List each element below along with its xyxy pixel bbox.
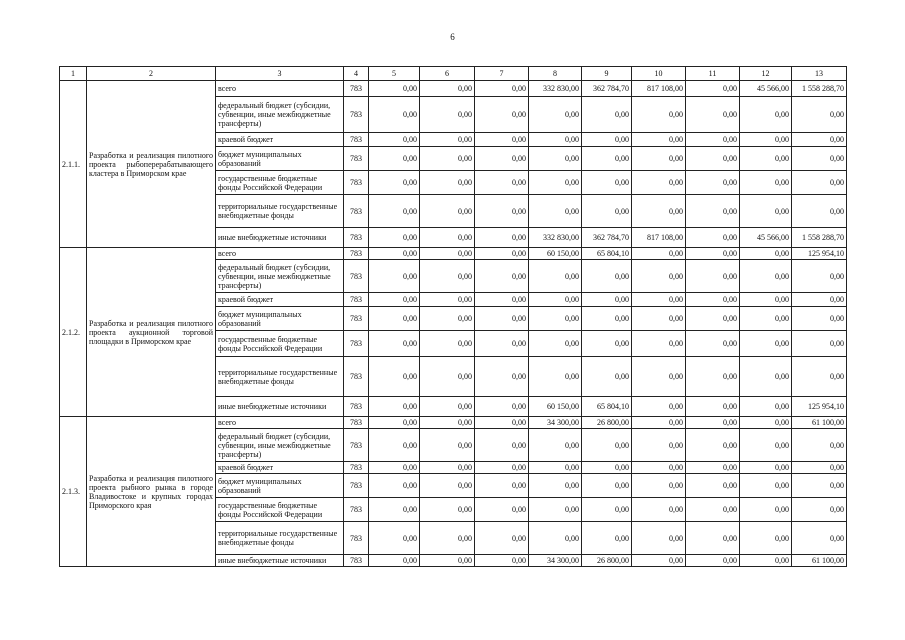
amount-cell: 0,00 (686, 331, 740, 357)
funding-source: территориальные государственные внебюджетные фонды (216, 522, 344, 555)
funding-source: государственные бюджетные фонды Российской Федерации (216, 331, 344, 357)
amount-cell: 0,00 (475, 293, 529, 307)
amount-cell: 0,00 (632, 97, 686, 133)
amount-cell: 0,00 (369, 260, 420, 293)
amount-cell: 0,00 (369, 474, 420, 498)
funding-source: иные внебюджетные источники (216, 555, 344, 567)
amount-cell: 0,00 (420, 195, 475, 228)
amount-cell: 817 108,00 (632, 228, 686, 248)
amount-cell: 0,00 (740, 417, 792, 429)
amount-cell: 0,00 (420, 522, 475, 555)
amount-cell: 0,00 (632, 429, 686, 462)
amount-cell: 0,00 (632, 462, 686, 474)
amount-cell: 0,00 (420, 357, 475, 397)
table-row (60, 248, 847, 260)
amount-cell: 0,00 (529, 133, 582, 147)
amount-cell: 0,00 (686, 462, 740, 474)
header-cell: 6 (420, 67, 475, 81)
amount-cell: 0,00 (792, 171, 847, 195)
amount-cell: 0,00 (369, 147, 420, 171)
amount-cell: 0,00 (475, 397, 529, 417)
amount-cell: 0,00 (582, 195, 632, 228)
amount-cell: 0,00 (582, 293, 632, 307)
amount-cell: 0,00 (420, 228, 475, 248)
amount-cell: 0,00 (632, 474, 686, 498)
amount-cell: 0,00 (740, 133, 792, 147)
funding-source: государственные бюджетные фонды Российской Федерации (216, 171, 344, 195)
amount-cell: 0,00 (740, 97, 792, 133)
amount-cell: 60 150,00 (529, 397, 582, 417)
funding-source: краевой бюджет (216, 462, 344, 474)
amount-cell: 0,00 (420, 171, 475, 195)
amount-cell: 0,00 (740, 195, 792, 228)
amount-cell: 0,00 (420, 498, 475, 522)
amount-cell: 0,00 (369, 397, 420, 417)
header-cell: 8 (529, 67, 582, 81)
amount-cell: 0,00 (632, 522, 686, 555)
amount-cell: 0,00 (792, 357, 847, 397)
amount-cell: 60 150,00 (529, 248, 582, 260)
amount-cell: 45 566,00 (740, 81, 792, 97)
header-cell: 13 (792, 67, 847, 81)
amount-cell: 61 100,00 (792, 555, 847, 567)
amount-cell: 0,00 (792, 429, 847, 462)
amount-cell: 0,00 (686, 260, 740, 293)
amount-cell: 0,00 (475, 429, 529, 462)
amount-cell: 0,00 (686, 397, 740, 417)
amount-cell: 1 558 288,70 (792, 81, 847, 97)
amount-cell: 0,00 (369, 81, 420, 97)
page-number: 6 (450, 32, 455, 42)
amount-cell: 0,00 (582, 171, 632, 195)
header-cell: 3 (216, 67, 344, 81)
amount-cell: 0,00 (632, 498, 686, 522)
code-cell: 783 (344, 429, 369, 462)
amount-cell: 0,00 (792, 462, 847, 474)
funding-source: территориальные государственные внебюджетные фонды (216, 357, 344, 397)
funding-source: иные внебюджетные источники (216, 228, 344, 248)
amount-cell: 0,00 (582, 357, 632, 397)
funding-source: территориальные государственные внебюджетные фонды (216, 195, 344, 228)
header-cell: 7 (475, 67, 529, 81)
amount-cell: 0,00 (792, 97, 847, 133)
amount-cell: 0,00 (632, 133, 686, 147)
amount-cell: 0,00 (686, 429, 740, 462)
amount-cell: 0,00 (420, 248, 475, 260)
table-row (60, 81, 847, 97)
amount-cell: 0,00 (529, 429, 582, 462)
amount-cell: 0,00 (369, 171, 420, 195)
item-name: Разработка и реализация пилотного проекта рыбного рынка в городе Владивостоке и крупных городах Приморского края (87, 417, 216, 567)
code-cell: 783 (344, 462, 369, 474)
funding-source: бюджет муниципальных образований (216, 474, 344, 498)
header-row (60, 67, 847, 81)
amount-cell: 0,00 (369, 97, 420, 133)
amount-cell: 0,00 (632, 248, 686, 260)
amount-cell: 0,00 (686, 417, 740, 429)
code-cell: 783 (344, 97, 369, 133)
code-cell: 783 (344, 147, 369, 171)
amount-cell: 0,00 (475, 357, 529, 397)
amount-cell: 0,00 (740, 429, 792, 462)
header-cell: 5 (369, 67, 420, 81)
amount-cell: 0,00 (529, 307, 582, 331)
amount-cell: 0,00 (632, 357, 686, 397)
funding-source: бюджет муниципальных образований (216, 147, 344, 171)
code-cell: 783 (344, 555, 369, 567)
amount-cell: 362 784,70 (582, 228, 632, 248)
code-cell: 783 (344, 474, 369, 498)
code-cell: 783 (344, 307, 369, 331)
amount-cell: 0,00 (475, 260, 529, 293)
funding-source: федеральный бюджет (субсидии, субвенции, иные межбюджетные трансферты) (216, 97, 344, 133)
amount-cell: 0,00 (369, 293, 420, 307)
code-cell: 783 (344, 293, 369, 307)
amount-cell: 0,00 (529, 462, 582, 474)
amount-cell: 0,00 (475, 522, 529, 555)
amount-cell: 0,00 (529, 195, 582, 228)
amount-cell: 0,00 (686, 474, 740, 498)
amount-cell: 0,00 (792, 498, 847, 522)
amount-cell: 125 954,10 (792, 397, 847, 417)
amount-cell: 125 954,10 (792, 248, 847, 260)
amount-cell: 0,00 (369, 498, 420, 522)
amount-cell: 0,00 (420, 81, 475, 97)
amount-cell: 0,00 (369, 462, 420, 474)
amount-cell: 0,00 (420, 147, 475, 171)
amount-cell: 0,00 (420, 417, 475, 429)
amount-cell: 0,00 (582, 307, 632, 331)
amount-cell: 0,00 (632, 293, 686, 307)
amount-cell: 0,00 (475, 248, 529, 260)
amount-cell: 0,00 (632, 195, 686, 228)
amount-cell: 0,00 (475, 498, 529, 522)
amount-cell: 0,00 (686, 248, 740, 260)
funding-source: государственные бюджетные фонды Российской Федерации (216, 498, 344, 522)
amount-cell: 332 830,00 (529, 228, 582, 248)
amount-cell: 0,00 (369, 195, 420, 228)
amount-cell: 0,00 (475, 133, 529, 147)
amount-cell: 0,00 (369, 133, 420, 147)
amount-cell: 0,00 (529, 260, 582, 293)
amount-cell: 0,00 (740, 147, 792, 171)
amount-cell: 0,00 (582, 260, 632, 293)
amount-cell: 0,00 (632, 331, 686, 357)
amount-cell: 0,00 (475, 228, 529, 248)
funding-source: краевой бюджет (216, 133, 344, 147)
amount-cell: 0,00 (369, 357, 420, 397)
amount-cell: 0,00 (529, 171, 582, 195)
code-cell: 783 (344, 397, 369, 417)
amount-cell: 0,00 (475, 147, 529, 171)
code-cell: 783 (344, 260, 369, 293)
amount-cell: 0,00 (369, 429, 420, 462)
amount-cell: 0,00 (582, 498, 632, 522)
amount-cell: 0,00 (529, 522, 582, 555)
amount-cell: 0,00 (740, 248, 792, 260)
amount-cell: 0,00 (475, 417, 529, 429)
amount-cell: 0,00 (475, 331, 529, 357)
amount-cell: 0,00 (792, 293, 847, 307)
amount-cell: 0,00 (792, 195, 847, 228)
amount-cell: 0,00 (740, 522, 792, 555)
amount-cell: 0,00 (529, 474, 582, 498)
amount-cell: 65 804,10 (582, 397, 632, 417)
amount-cell: 0,00 (420, 331, 475, 357)
amount-cell: 0,00 (686, 195, 740, 228)
item-name: Разработка и реализация пилотного проекта рыбоперерабатывающего кластера в Приморском крае (87, 81, 216, 248)
item-code: 2.1.1. (60, 81, 87, 248)
amount-cell: 0,00 (420, 397, 475, 417)
amount-cell: 0,00 (582, 97, 632, 133)
code-cell: 783 (344, 133, 369, 147)
amount-cell: 0,00 (582, 147, 632, 171)
code-cell: 783 (344, 171, 369, 195)
amount-cell: 0,00 (740, 498, 792, 522)
amount-cell: 0,00 (792, 260, 847, 293)
amount-cell: 0,00 (420, 555, 475, 567)
funding-source: всего (216, 417, 344, 429)
amount-cell: 332 830,00 (529, 81, 582, 97)
amount-cell: 0,00 (420, 293, 475, 307)
header-cell: 1 (60, 67, 87, 81)
amount-cell: 0,00 (529, 293, 582, 307)
budget-table (59, 66, 847, 567)
amount-cell: 34 300,00 (529, 417, 582, 429)
amount-cell: 0,00 (740, 555, 792, 567)
header-cell: 11 (686, 67, 740, 81)
code-cell: 783 (344, 498, 369, 522)
amount-cell: 0,00 (632, 171, 686, 195)
amount-cell: 0,00 (529, 147, 582, 171)
amount-cell: 817 108,00 (632, 81, 686, 97)
header-cell: 12 (740, 67, 792, 81)
code-cell: 783 (344, 228, 369, 248)
amount-cell: 0,00 (369, 417, 420, 429)
amount-cell: 0,00 (582, 133, 632, 147)
amount-cell: 0,00 (740, 474, 792, 498)
amount-cell: 0,00 (740, 171, 792, 195)
amount-cell: 0,00 (369, 248, 420, 260)
code-cell: 783 (344, 195, 369, 228)
amount-cell: 0,00 (475, 307, 529, 331)
amount-cell: 0,00 (582, 331, 632, 357)
funding-source: иные внебюджетные источники (216, 397, 344, 417)
funding-source: бюджет муниципальных образований (216, 307, 344, 331)
amount-cell: 0,00 (686, 147, 740, 171)
amount-cell: 0,00 (740, 357, 792, 397)
amount-cell: 0,00 (369, 307, 420, 331)
amount-cell: 0,00 (369, 555, 420, 567)
amount-cell: 0,00 (740, 462, 792, 474)
amount-cell: 0,00 (420, 260, 475, 293)
amount-cell: 0,00 (475, 81, 529, 97)
funding-source: всего (216, 248, 344, 260)
amount-cell: 0,00 (686, 171, 740, 195)
amount-cell: 0,00 (792, 474, 847, 498)
amount-cell: 0,00 (475, 474, 529, 498)
header-cell: 2 (87, 67, 216, 81)
amount-cell: 0,00 (369, 228, 420, 248)
amount-cell: 0,00 (740, 260, 792, 293)
amount-cell: 0,00 (686, 522, 740, 555)
amount-cell: 0,00 (686, 498, 740, 522)
code-cell: 783 (344, 81, 369, 97)
amount-cell: 0,00 (740, 293, 792, 307)
amount-cell: 0,00 (632, 417, 686, 429)
amount-cell: 0,00 (529, 331, 582, 357)
amount-cell: 0,00 (475, 97, 529, 133)
amount-cell: 1 558 288,70 (792, 228, 847, 248)
amount-cell: 0,00 (369, 522, 420, 555)
amount-cell: 0,00 (686, 307, 740, 331)
amount-cell: 0,00 (792, 147, 847, 171)
amount-cell: 0,00 (686, 357, 740, 397)
header-cell: 10 (632, 67, 686, 81)
item-name: Разработка и реализация пилотного проекта аукционной торговой площадки в Приморском крае (87, 248, 216, 417)
table-row (60, 417, 847, 429)
amount-cell: 0,00 (632, 307, 686, 331)
amount-cell: 0,00 (686, 228, 740, 248)
funding-source: федеральный бюджет (субсидии, субвенции, иные межбюджетные трансферты) (216, 260, 344, 293)
amount-cell: 0,00 (686, 81, 740, 97)
amount-cell: 0,00 (582, 522, 632, 555)
amount-cell: 34 300,00 (529, 555, 582, 567)
amount-cell: 0,00 (529, 357, 582, 397)
amount-cell: 0,00 (529, 97, 582, 133)
amount-cell: 0,00 (420, 97, 475, 133)
amount-cell: 0,00 (582, 462, 632, 474)
amount-cell: 0,00 (686, 133, 740, 147)
code-cell: 783 (344, 522, 369, 555)
amount-cell: 0,00 (420, 133, 475, 147)
amount-cell: 0,00 (582, 474, 632, 498)
code-cell: 783 (344, 417, 369, 429)
amount-cell: 0,00 (740, 307, 792, 331)
amount-cell: 0,00 (632, 260, 686, 293)
amount-cell: 0,00 (686, 293, 740, 307)
amount-cell: 362 784,70 (582, 81, 632, 97)
amount-cell: 0,00 (792, 307, 847, 331)
item-code: 2.1.2. (60, 248, 87, 417)
amount-cell: 0,00 (686, 555, 740, 567)
amount-cell: 0,00 (632, 397, 686, 417)
amount-cell: 0,00 (475, 195, 529, 228)
amount-cell: 0,00 (420, 474, 475, 498)
code-cell: 783 (344, 357, 369, 397)
amount-cell: 26 800,00 (582, 555, 632, 567)
amount-cell: 0,00 (420, 462, 475, 474)
amount-cell: 61 100,00 (792, 417, 847, 429)
amount-cell: 0,00 (792, 522, 847, 555)
amount-cell: 0,00 (740, 331, 792, 357)
amount-cell: 0,00 (475, 462, 529, 474)
header-cell: 4 (344, 67, 369, 81)
funding-source: краевой бюджет (216, 293, 344, 307)
amount-cell: 0,00 (632, 555, 686, 567)
amount-cell: 0,00 (740, 397, 792, 417)
amount-cell: 45 566,00 (740, 228, 792, 248)
funding-source: всего (216, 81, 344, 97)
code-cell: 783 (344, 248, 369, 260)
code-cell: 783 (344, 331, 369, 357)
amount-cell: 0,00 (420, 307, 475, 331)
amount-cell: 0,00 (529, 498, 582, 522)
amount-cell: 0,00 (475, 171, 529, 195)
amount-cell: 0,00 (475, 555, 529, 567)
item-code: 2.1.3. (60, 417, 87, 567)
amount-cell: 26 800,00 (582, 417, 632, 429)
amount-cell: 0,00 (792, 133, 847, 147)
amount-cell: 0,00 (420, 429, 475, 462)
amount-cell: 0,00 (686, 97, 740, 133)
amount-cell: 0,00 (582, 429, 632, 462)
amount-cell: 0,00 (369, 331, 420, 357)
header-cell: 9 (582, 67, 632, 81)
funding-source: федеральный бюджет (субсидии, субвенции, иные межбюджетные трансферты) (216, 429, 344, 462)
amount-cell: 65 804,10 (582, 248, 632, 260)
amount-cell: 0,00 (632, 147, 686, 171)
amount-cell: 0,00 (792, 331, 847, 357)
